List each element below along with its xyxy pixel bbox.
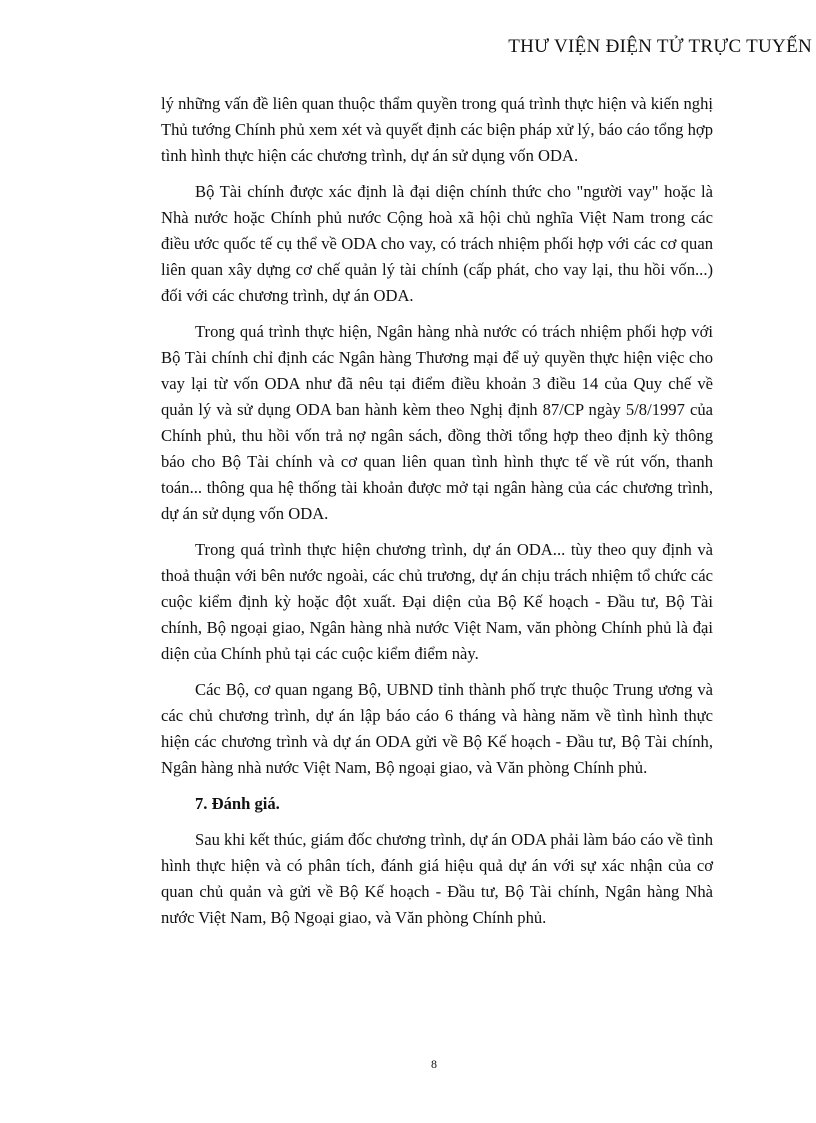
paragraph-evaluation: Sau khi kết thúc, giám đốc chương trình, dự án ODA phải làm báo cáo về tình hình thực hiện và có phân tích, đánh giá hiệu quả dự án với sự xác nhận của cơ quan chủ quản và gửi về Bộ Kế hoạch - Đầu tư, Bộ Tài chính, Ngân hàng Nhà nước Việt Nam, Bộ Ngoại giao, và Văn phòng Chính phủ. (161, 830, 714, 927)
paragraph-inspection: Trong quá trình thực hiện chương trình, dự án ODA... tùy theo quy định và thoả thuận với bên nước ngoài, các chủ trương, dự án chịu trách nhiệm tổ chức các cuộc kiểm định kỳ hoặc đột xuất. Đại diện của Bộ Kế hoạch - Đầu tư, Bộ Tài chính, Bộ ngoại giao, Ngân hàng nhà nước Việt Nam, văn phòng Chính phủ là đại diện của Chính phủ tại các cuộc kiểm điểm này. (161, 540, 713, 663)
paragraph-continuation: lý những vấn đề liên quan thuộc thẩm quyền trong quá trình thực hiện và kiến nghị Thủ tướng Chính phủ xem xét và quyết định các biện pháp xử lý, báo cáo tổng hợp tình hình thực hiện các chương trình, dự án sử dụng vốn ODA. (161, 94, 713, 165)
page-header-title: THƯ VIỆN ĐIỆN TỬ TRỰC TUYẾN (508, 36, 812, 57)
paragraph-finance-ministry: Bộ Tài chính được xác định là đại diện chính thức cho "người vay" hoặc là Nhà nước hoặc Chính phủ nước Cộng hoà xã hội chủ nghĩa Việt Nam trong các điều ước quốc tế cụ thể về ODA cho vay, có trách nhiệm phối hợp với các cơ quan liên quan xây dựng cơ chế quản lý tài chính (cấp phát, cho vay lại, thu hồi vốn...) đối với các chương trình, dự án ODA. (161, 182, 713, 305)
page-number: 8 (431, 1057, 437, 1071)
section-heading-evaluation: 7. Đánh giá. (195, 794, 280, 813)
document-body (161, 91, 713, 941)
paragraph-reporting: Các Bộ, cơ quan ngang Bộ, UBND tỉnh thành phố trực thuộc Trung ương và các chủ chương trình, dự án lập báo cáo 6 tháng và hàng năm về tình hình thực hiện các chương trình và dự án ODA gửi về Bộ Kế hoạch - Đầu tư, Bộ Tài chính, Ngân hàng nhà nước Việt Nam, Bộ ngoại giao, và Văn phòng Chính phủ. (161, 680, 713, 777)
paragraph-state-bank: Trong quá trình thực hiện, Ngân hàng nhà nước có trách nhiệm phối hợp với Bộ Tài chính chỉ định các Ngân hàng Thương mại để uỷ quyền thực hiện việc cho vay lại từ vốn ODA như đã nêu tại điểm điều khoản 3 điều 14 của Quy chế về quản lý và sử dụng ODA ban hành kèm theo Nghị định 87/CP ngày 5/8/1997 của Chính phủ, thu hồi vốn trả nợ ngân sách, đồng thời tổng hợp theo định kỳ thông báo cho Bộ Tài chính và cơ quan liên quan tình hình thực tế về rút vốn, thanh toán... thông qua hệ thống tài khoản được mở tại ngân hàng của các chương trình, dự án sử dụng vốn ODA. (161, 322, 713, 523)
